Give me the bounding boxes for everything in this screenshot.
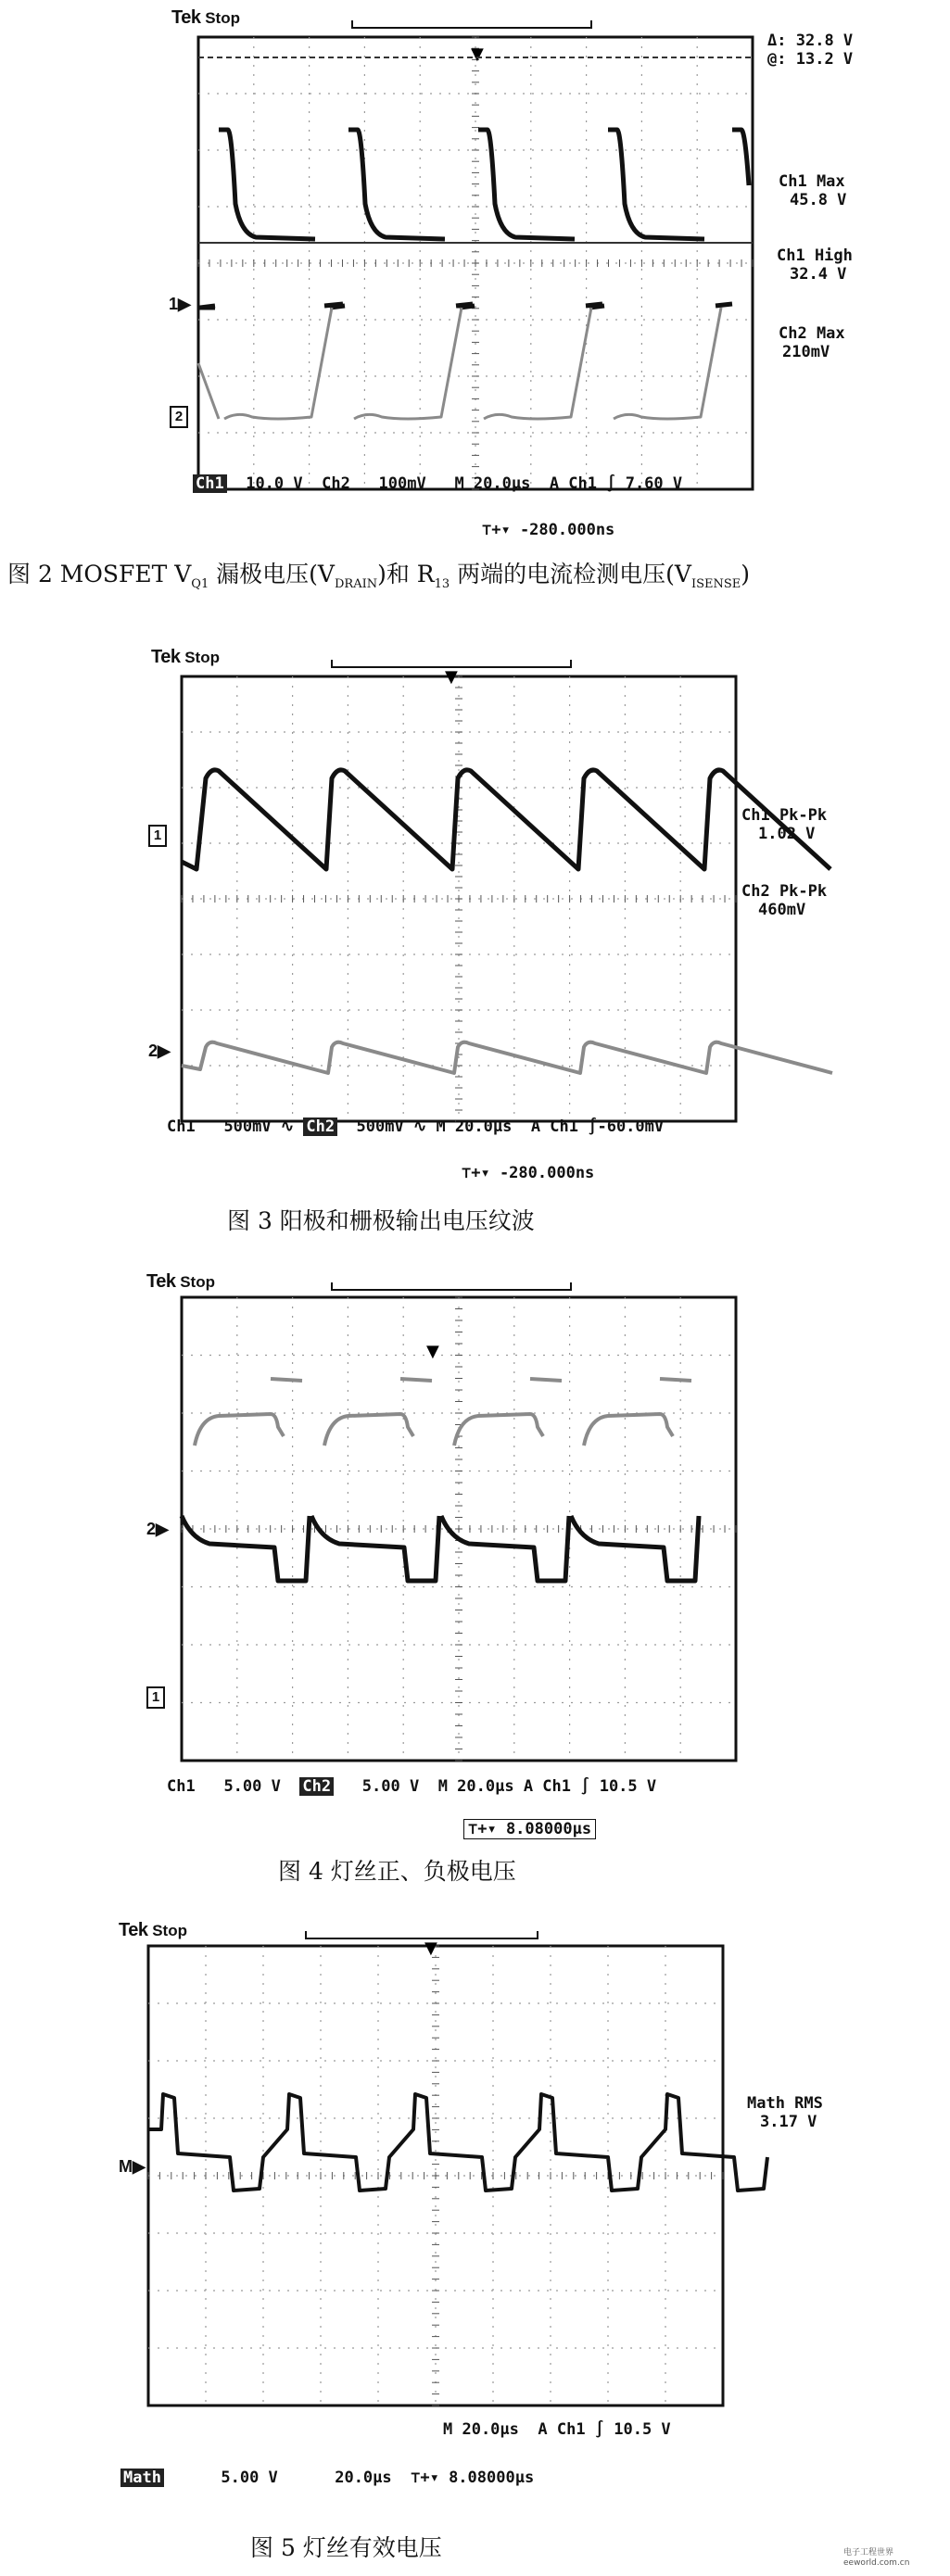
figure2-brand: Tek Stop bbox=[171, 7, 240, 28]
math-rms-label: Math RMS bbox=[747, 2094, 823, 2113]
ch1-low-segment-trace bbox=[198, 304, 732, 308]
figure3-brand: Tek Stop bbox=[151, 647, 220, 667]
eeworld-watermark: 电子工程世界 eeworld.com.cn bbox=[843, 2548, 910, 2568]
ch2-current-sense-trace bbox=[198, 308, 721, 419]
figure2-trigger-offset: ⊤+▾ -280.000ns bbox=[482, 521, 615, 539]
figure3-status-bar: Ch1 500mV ∿ Ch2 500mV ∿ M 20.0µs A Ch1 ∫-60.0mV bbox=[167, 1118, 665, 1136]
figure3-trigger-offset: ⊤+▾ -280.000ns bbox=[462, 1164, 595, 1182]
ch2-max-value: 210mV bbox=[782, 343, 830, 361]
trigger-position-icon: ▼ bbox=[471, 44, 484, 64]
figure4-ch1-marker: 1 bbox=[146, 1686, 165, 1709]
ch1-pkpk-value: 1.02 V bbox=[758, 825, 816, 843]
figure4-brand: Tek Stop bbox=[146, 1271, 215, 1292]
ch2-pkpk-label: Ch2 Pk-Pk bbox=[741, 882, 828, 901]
figure3-oscilloscope bbox=[0, 639, 950, 1251]
figure4-ch2-marker: 2▶ bbox=[146, 1520, 169, 1538]
figure4-oscilloscope bbox=[0, 1260, 950, 1885]
delta-readout: Δ: 32.8 V bbox=[767, 32, 854, 50]
ch1-high-label: Ch1 High bbox=[777, 246, 853, 265]
trigger-position-icon: ▼ bbox=[426, 1342, 439, 1361]
figure5-oscilloscope bbox=[0, 1909, 950, 2576]
figure2-oscilloscope bbox=[0, 0, 950, 591]
figure2-status-bar: Ch1 10.0 V Ch2 100mV M 20.0µs A Ch1 ∫ 7.60 V bbox=[193, 474, 682, 493]
math-rms-value: 3.17 V bbox=[760, 2113, 817, 2131]
figure2-caption: 图 2 MOSFET $V_{Q1}$ 漏极电压$(V_{DRAIN})$和 $R_{13}$ 两端的电流检测电压$(V_{ISENSE})$ bbox=[7, 561, 751, 591]
figure5-brand: Tek Stop bbox=[119, 1920, 187, 1940]
ch2-pkpk-value: 460mV bbox=[758, 901, 806, 919]
figure3-screen bbox=[0, 639, 950, 1251]
ch1-high-value: 32.4 V bbox=[790, 265, 847, 284]
ch1-max-label: Ch1 Max bbox=[779, 172, 845, 191]
figure3-ch2-marker: 2▶ bbox=[148, 1042, 171, 1060]
figure4-caption: 图 4 灯丝正、负极电压 bbox=[278, 1858, 516, 1885]
figure3-caption: 图 3 阳极和栅极输出电压纹波 bbox=[227, 1207, 535, 1234]
ch2-max-label: Ch2 Max bbox=[779, 324, 845, 343]
figure3-ch1-marker: 1 bbox=[148, 825, 167, 847]
ch1-max-value: 45.8 V bbox=[790, 191, 847, 209]
ch2-filament-positive-trace bbox=[195, 1379, 691, 1446]
ch1-drain-voltage-trace bbox=[219, 130, 749, 239]
at-readout: @: 13.2 V bbox=[767, 50, 854, 69]
figure5-status-bar: M 20.0µs A Ch1 ∫ 10.5 V bbox=[443, 2420, 671, 2439]
figure4-status-bar: Ch1 5.00 V Ch2 5.00 V M 20.0µs A Ch1 ∫ 10.5 V bbox=[167, 1777, 657, 1796]
trigger-position-icon: ▼ bbox=[445, 667, 458, 687]
figure2-ch2-marker: 2 bbox=[170, 406, 188, 428]
figure4-trigger-offset: ⊤+▾ 8.08000µs bbox=[463, 1820, 596, 1838]
trigger-position-icon: ▼ bbox=[424, 1938, 437, 1958]
figure2-ch1-marker: 1▶ bbox=[169, 295, 191, 313]
figure5-caption: 图 5 灯丝有效电压 bbox=[250, 2534, 442, 2561]
figure5-math-marker: M▶ bbox=[119, 2157, 146, 2176]
ch1-pkpk-label: Ch1 Pk-Pk bbox=[741, 806, 828, 825]
figure5-math-bar: Math 5.00 V 20.0µs ⊤+▾ 8.08000µs bbox=[120, 2469, 534, 2487]
ch1-anode-ripple-trace bbox=[182, 770, 830, 869]
